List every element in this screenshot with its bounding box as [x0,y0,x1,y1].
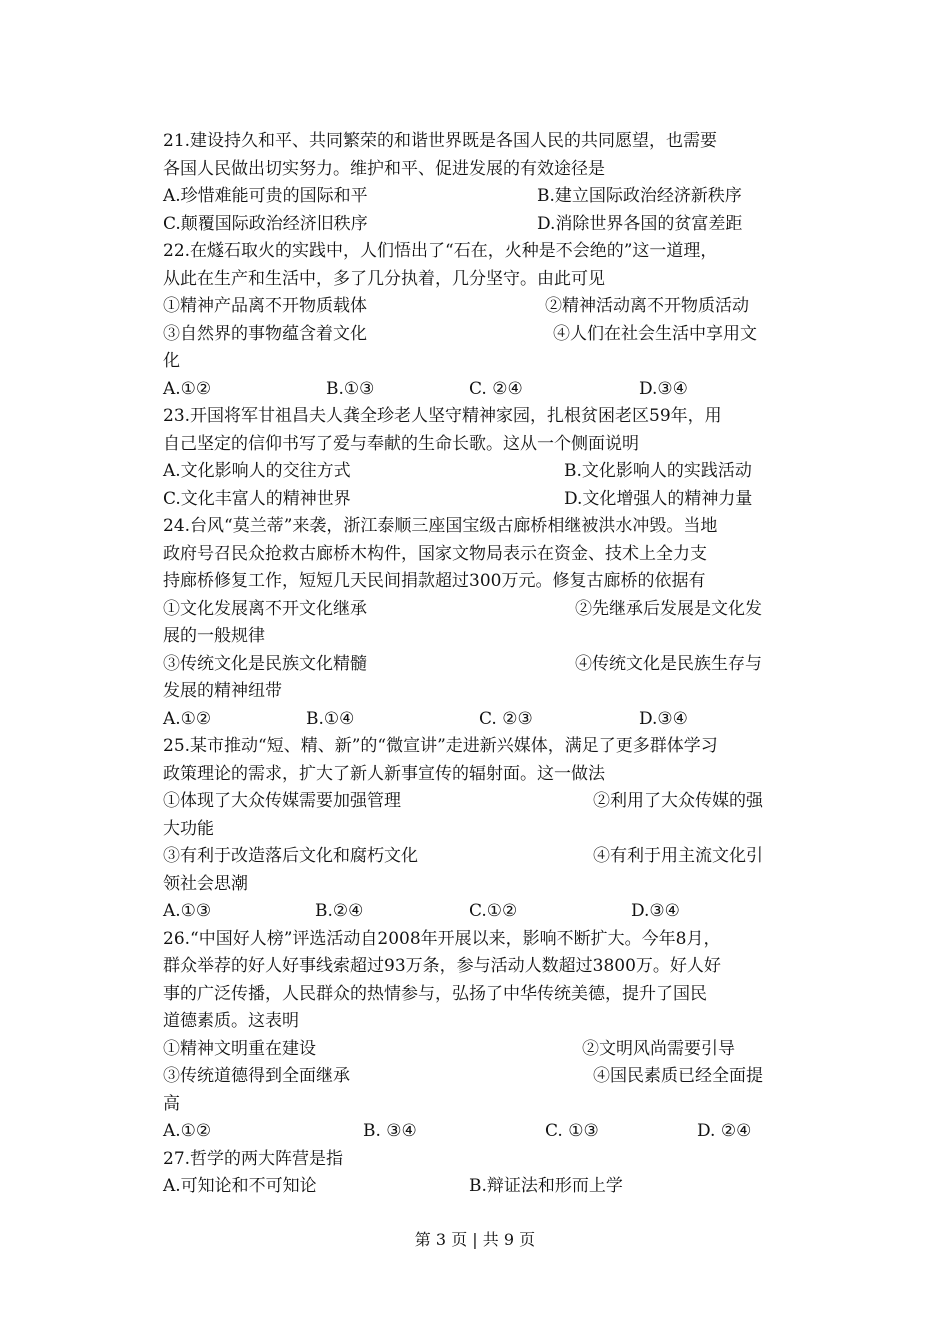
statement-4: ④国民素质已经全面提 [593,1066,763,1086]
footer-current-page: 3 [435,1230,447,1249]
statement-continuation: 展的一般规律 [163,626,265,646]
statement-2: ②文明风尚需要引导 [582,1038,735,1059]
option-c: C.文化丰富人的精神世界 [163,488,351,509]
statement-1: ①精神文明重在建设 [163,1038,316,1059]
statement-row [163,788,788,816]
question-22 [163,238,788,403]
statement-row [163,321,788,349]
question-21 [163,128,788,238]
option-d: D.③④ [639,708,688,729]
question-stem-line: 事的广泛传播，人民群众的热情参与，弘扬了中华传统美德，提升了国民 [163,983,707,1004]
statement-continuation: 领社会思潮 [163,873,248,894]
question-23 [163,403,788,513]
option-row [163,211,788,239]
option-b: B. ③④ [363,1121,417,1141]
statement-continuation: 大功能 [163,818,214,839]
footer-total-suffix: 页 [519,1230,536,1249]
option-c: C. ②③ [479,708,533,729]
option-d: D.③④ [639,378,688,399]
question-stem-line: 25.某市推动“短、精、新”的“微宣讲”走进新兴媒体，满足了更多群体学习 [163,736,718,756]
option-row [163,486,788,514]
question-stem-line: 27.哲学的两大阵营是指 [163,1148,344,1169]
statement-2: ②先继承后发展是文化发 [575,598,762,619]
option-a: A.珍惜难能可贵的国际和平 [163,186,368,206]
statement-4: ④人们在社会生活中享用文 [553,323,757,344]
question-25 [163,733,788,926]
option-row [163,376,788,404]
statement-3: ③自然界的事物蕴含着文化 [163,323,367,344]
statement-row [163,1063,788,1091]
statement-1: ①精神产品离不开物质载体 [163,296,367,316]
option-c: C.①② [469,901,518,921]
option-a: A.①③ [163,901,212,921]
statement-4: ④有利于用主流文化引 [593,846,763,866]
option-d: D. ②④ [697,1121,752,1141]
question-stem-line: 26.“中国好人榜”评选活动自2008年开展以来，影响不断扩大。今年8月， [163,928,721,949]
statement-continuation: 化 [163,351,180,371]
option-b: B.建立国际政治经济新秩序 [537,186,742,206]
option-c: C. ②④ [469,378,523,399]
question-stem-line: 自己坚定的信仰书写了爱与奉献的生命长歌。这从一个侧面说明 [163,433,639,454]
statement-row [163,1036,788,1064]
footer-current-prefix: 第 [414,1230,431,1249]
question-stem-line: 政府号召民众抢救古廊桥木构件，国家文物局表示在资金、技术上全力支 [163,543,707,564]
option-b: B.①③ [326,378,375,399]
option-c: C.颠覆国际政治经济旧秩序 [163,213,368,234]
statement-4: ④传统文化是民族生存与 [575,653,762,674]
footer-total-pages: 9 [503,1230,515,1249]
question-stem-line: 24.台风“莫兰蒂”来袭，浙江泰顺三座国宝级古廊桥相继被洪水冲毁。当地 [163,516,718,536]
option-row [163,898,788,926]
option-b: B.②④ [315,901,364,921]
question-stem-line: 各国人民做出切实努力。维护和平、促进发展的有效途径是 [163,158,605,179]
option-b: B.辩证法和形而上学 [469,1176,623,1196]
option-a: A.①② [163,1121,212,1141]
question-27 [163,1146,788,1201]
statement-row [163,596,788,624]
statement-row [163,843,788,871]
option-b: B.文化影响人的实践活动 [564,461,752,481]
statement-1: ①体现了大众传媒需要加强管理 [163,791,401,811]
question-stem-line: 持廊桥修复工作，短短几天民间捐款超过300万元。修复古廊桥的依据有 [163,571,706,591]
option-a: A.①② [163,378,212,399]
option-c: C. ①③ [545,1121,599,1141]
question-24 [163,513,788,733]
question-stem-line: 21.建设持久和平、共同繁荣的和谐世界既是各国人民的共同愿望，也需要 [163,131,718,151]
statement-3: ③传统道德得到全面继承 [163,1066,350,1086]
option-row [163,458,788,486]
option-d: D.③④ [631,901,680,921]
statement-2: ②精神活动离不开物质活动 [545,296,749,316]
footer-total-prefix: 共 [482,1230,499,1249]
option-a: A.①② [163,708,212,729]
statement-1: ①文化发展离不开文化继承 [163,598,367,619]
option-row [163,706,788,734]
statement-2: ②利用了大众传媒的强 [593,791,763,811]
option-b: B.①④ [306,708,355,729]
question-stem-line: 23.开国将军甘祖昌夫人龚全珍老人坚守精神家园，扎根贫困老区59年，用 [163,406,722,426]
footer-current-suffix: 页 [451,1230,468,1249]
question-stem-line: 道德素质。这表明 [163,1011,299,1031]
question-stem-line: 群众举荐的好人好事线索超过93万条，参与活动人数超过3800万。好人好 [163,956,721,976]
option-a: A.可知论和不可知论 [163,1176,317,1196]
statement-3: ③有利于改造落后文化和腐朽文化 [163,846,418,866]
option-row [163,183,788,211]
statement-row [163,651,788,679]
footer-separator: | [472,1230,478,1249]
option-row [163,1173,788,1201]
question-26 [163,926,788,1146]
option-d: D.文化增强人的精神力量 [564,488,753,509]
statement-row [163,293,788,321]
statement-continuation: 高 [163,1093,180,1114]
option-a: A.文化影响人的交往方式 [163,461,351,481]
option-row [163,1118,788,1146]
question-stem-line: 22.在燧石取火的实践中，人们悟出了“石在，火种是不会绝的”这一道理， [163,241,718,261]
question-stem-line: 从此在生产和生活中，多了几分执着，几分坚守。由此可见 [163,268,605,289]
question-stem-line: 政策理论的需求，扩大了新人新事宣传的辐射面。这一做法 [163,763,605,784]
page-content [163,128,788,1201]
statement-3: ③传统文化是民族文化精髓 [163,653,367,674]
statement-continuation: 发展的精神纽带 [163,681,282,701]
page-footer [0,1228,950,1252]
option-d: D.消除世界各国的贫富差距 [537,213,743,234]
